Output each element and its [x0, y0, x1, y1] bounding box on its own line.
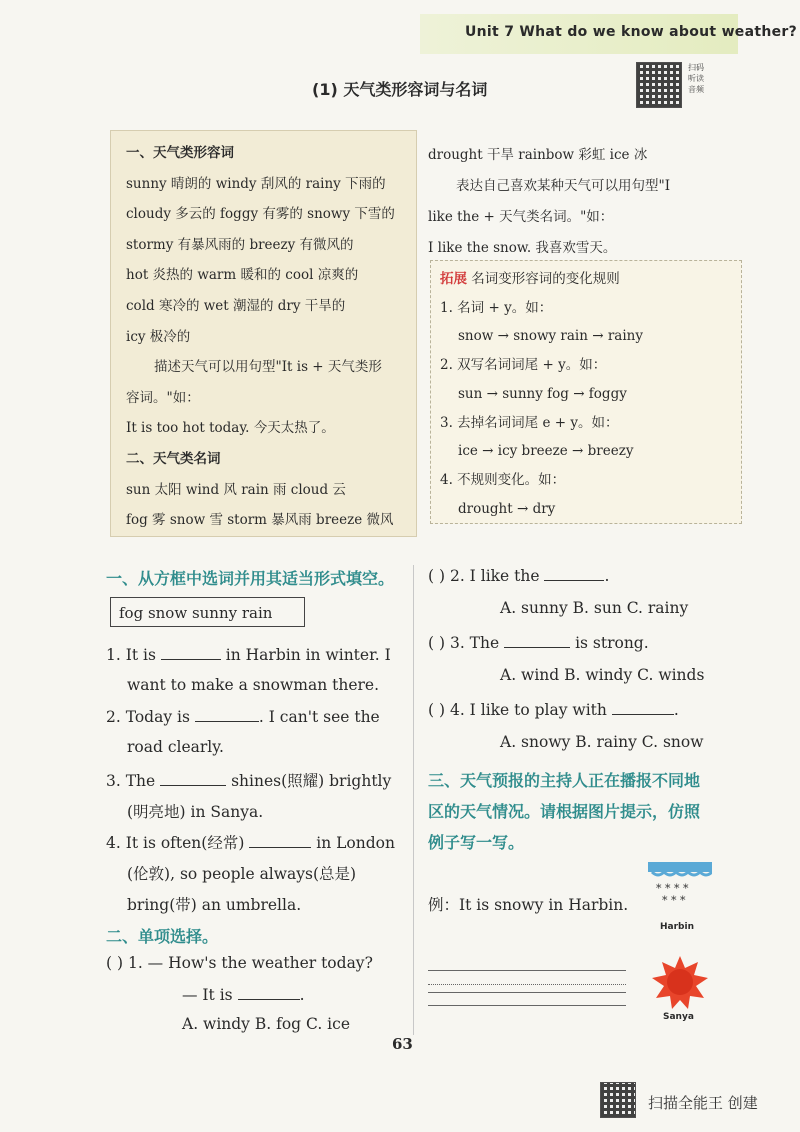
blank-input[interactable] — [544, 566, 604, 581]
mc-q3-options[interactable]: A. wind B. windy C. winds — [500, 666, 705, 684]
answer-paren[interactable]: ( ) — [106, 954, 124, 972]
answer-line[interactable] — [428, 984, 626, 985]
adj-pattern: 容词。"如： — [126, 389, 200, 406]
adj-line: sunny 晴朗的 windy 刮风的 rainy 下雨的 — [126, 175, 386, 192]
svg-text:* * *: * * * — [662, 894, 686, 907]
q2-line: 2. Today is . I can't see the — [106, 708, 380, 726]
vocab-left — [126, 138, 395, 536]
tip-line: 3. 去掉名词词尾 e + y。如： — [440, 414, 619, 431]
tip-line: 2. 双写名词词尾 + y。如： — [440, 357, 607, 374]
adj-heading: 一、天气类形容词 — [126, 145, 234, 161]
mc-q1-line2: — It is . — [182, 986, 305, 1004]
vocab-right — [428, 140, 748, 264]
noun-line: sun 太阳 wind 风 rain 雨 cloud 云 — [126, 481, 346, 498]
blank-input[interactable] — [612, 700, 674, 715]
mc-q2: ( ) 2. I like the . — [428, 567, 610, 585]
scanner-watermark: 扫描全能王 创建 — [648, 1094, 758, 1112]
city-label-harbin: Harbin — [660, 922, 694, 932]
part3-heading: 三、天气预报的主持人正在播报不同地 区的天气情况。请根据图片提示，仿照 例子写一写。 — [428, 771, 701, 852]
scanner-qr-icon — [600, 1082, 636, 1118]
adj-line: cold 寒冷的 wet 潮湿的 dry 干旱的 — [126, 297, 346, 314]
mc-q4: ( ) 4. I like to play with . — [428, 701, 679, 719]
part1-heading: 一、从方框中选词并用其适当形式填空。 — [106, 569, 395, 588]
blank-input[interactable] — [249, 833, 311, 848]
tip-line: drought → dry — [458, 500, 556, 517]
q4-line2: (伦敦), so people always(总是) — [127, 865, 357, 883]
blank-input[interactable] — [195, 707, 259, 722]
part3-example: 例：It is snowy in Harbin. — [428, 896, 629, 914]
snow-cloud-icon — [648, 862, 712, 920]
adj-line: stormy 有暴风雨的 breezy 有微风的 — [126, 236, 354, 253]
unit-header: Unit 7 What do we know about weather? — [465, 24, 798, 40]
like-pattern: like the + 天气类名词。"如： — [428, 209, 614, 225]
qr-code-icon[interactable] — [636, 62, 682, 108]
column-divider — [413, 565, 414, 1035]
adj-pattern: 描述天气可以用句型"It is + 天气类形 — [154, 359, 382, 376]
sun-icon — [650, 954, 710, 1010]
qr-side-text: 扫码 听读 音频 — [688, 63, 704, 94]
tip-line: sun → sunny fog → foggy — [458, 385, 627, 402]
blank-input[interactable] — [238, 985, 300, 1000]
tip-line: 4. 不规则变化。如： — [440, 471, 566, 488]
city-label-sanya: Sanya — [663, 1012, 694, 1022]
q4-line3: bring(带) an umbrella. — [127, 896, 302, 914]
adj-line: cloudy 多云的 foggy 有雾的 snowy 下雪的 — [126, 206, 395, 223]
mc-q1: ( ) 1. — How's the weather today? — [106, 954, 373, 972]
adj-example: It is too hot today. 今天太热了。 — [126, 420, 335, 437]
q1-line2: want to make a snowman there. — [127, 676, 380, 694]
answer-paren[interactable]: ( ) — [428, 701, 446, 719]
mc-q3: ( ) 3. The is strong. — [428, 634, 649, 652]
q1-line: 1. It is in Harbin in winter. I — [106, 646, 391, 664]
answer-paren[interactable]: ( ) — [428, 567, 446, 585]
page-number: 63 — [392, 1035, 413, 1053]
blank-input[interactable] — [161, 645, 221, 660]
answer-line[interactable] — [428, 992, 626, 993]
q3-line: 3. The shines(照耀) brightly — [106, 772, 392, 790]
q2-line2: road clearly. — [127, 738, 224, 756]
svg-text:* * * *: * * * * — [656, 882, 689, 895]
tip-title: 名词变形容词的变化规则 — [471, 271, 620, 287]
tip-line: snow → snowy rain → rainy — [458, 328, 643, 345]
mc-q4-options[interactable]: A. snowy B. rainy C. snow — [500, 733, 704, 751]
answer-line[interactable] — [428, 970, 626, 971]
like-pattern: 表达自己喜欢某种天气可以用句型"I — [456, 178, 671, 194]
noun-heading: 二、天气类名词 — [126, 450, 221, 467]
section-title: (1) 天气类形容词与名词 — [312, 80, 488, 99]
adj-line: icy 极冷的 — [126, 328, 191, 345]
tip-content — [440, 265, 643, 523]
q4-line: 4. It is often(经常) in London — [106, 834, 395, 852]
mc-q2-options[interactable]: A. sunny B. sun C. rainy — [500, 599, 689, 617]
mc-q1-options[interactable]: A. windy B. fog C. ice — [182, 1015, 350, 1033]
adj-line: hot 炎热的 warm 暖和的 cool 凉爽的 — [126, 267, 359, 284]
tip-tag: 拓展 — [440, 271, 467, 287]
like-example: I like the snow. 我喜欢雪天。 — [428, 240, 617, 256]
word-box: fog snow sunny rain — [110, 597, 305, 627]
part2-heading: 二、单项选择。 — [106, 927, 219, 946]
answer-line[interactable] — [428, 1005, 626, 1006]
blank-input[interactable] — [160, 771, 226, 786]
tip-line: 1. 名词 + y。如： — [440, 299, 553, 316]
blank-input[interactable] — [504, 633, 570, 648]
q3-line2: (明亮地) in Sanya. — [127, 803, 264, 821]
noun-line: drought 干旱 rainbow 彩虹 ice 冰 — [428, 147, 648, 163]
tip-line: ice → icy breeze → breezy — [458, 443, 634, 460]
noun-line: fog 雾 snow 雪 storm 暴风雨 breeze 微风 — [126, 512, 394, 529]
answer-paren[interactable]: ( ) — [428, 634, 446, 652]
